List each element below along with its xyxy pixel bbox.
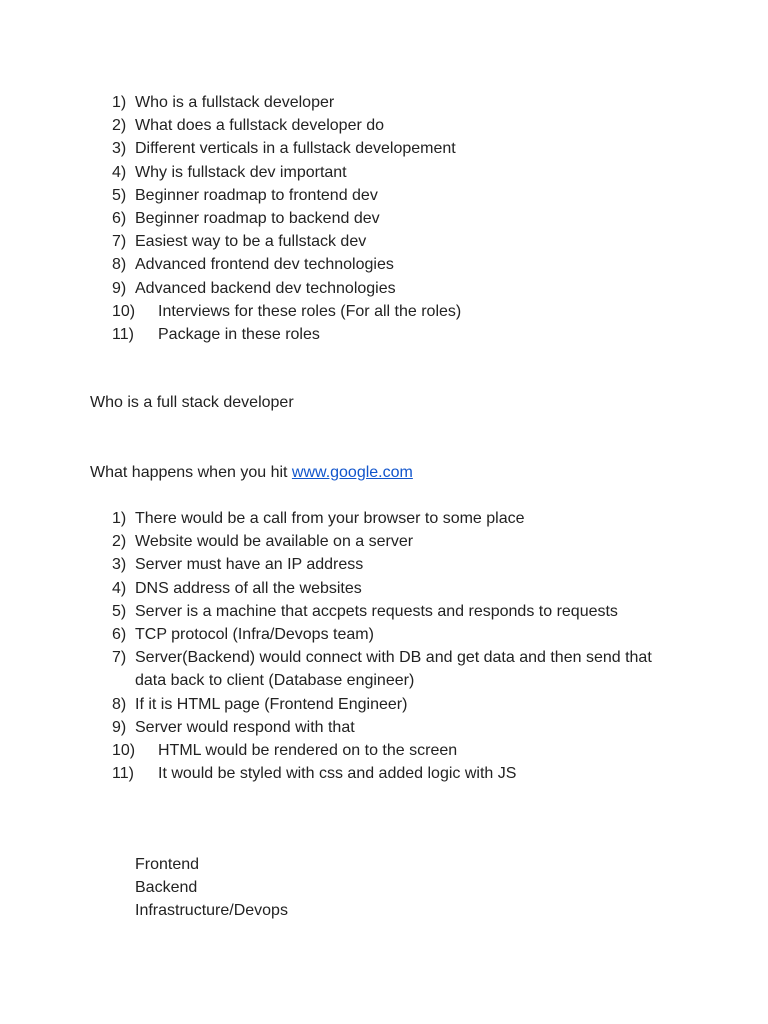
- list-item: [112, 207, 672, 230]
- vertical-backend: Backend: [135, 879, 198, 896]
- list-item-number: 7): [112, 233, 127, 251]
- list-item-text: If it is HTML page (Frontend Engineer): [135, 695, 408, 713]
- list-item-text: What does a fullstack developer do: [135, 117, 385, 135]
- list-item-text: Server(Backend) would connect with DB and get data and then send that data back to client (Database engineer): [135, 649, 652, 690]
- vertical-infrastructure-devops: Infrastructure/Devops: [135, 902, 288, 919]
- list-item-number: 11): [112, 765, 134, 783]
- list-item: [112, 161, 672, 184]
- list-item-text: Beginner roadmap to backend dev: [135, 210, 380, 228]
- list-item-text: Package in these roles: [158, 326, 320, 344]
- list-item: [112, 716, 672, 739]
- list-item-number: 8): [112, 256, 127, 274]
- list-item: [112, 646, 672, 692]
- section-heading-who: Who is a full stack developer: [90, 394, 294, 411]
- list-item: [112, 253, 672, 276]
- list-item: [112, 184, 672, 207]
- list-item-number: 9): [112, 279, 127, 297]
- list-item-text: Advanced backend dev technologies: [135, 279, 396, 297]
- list-item-number: 4): [112, 579, 127, 597]
- list-item-number: 5): [112, 186, 127, 204]
- list-item: [112, 507, 672, 530]
- table-of-contents-list: [112, 91, 672, 346]
- list-item: [112, 530, 672, 553]
- list-item-text: Easiest way to be a fullstack dev: [135, 233, 367, 251]
- list-item-text: Different verticals in a fullstack developement: [135, 140, 456, 158]
- list-item-number: 3): [112, 140, 127, 158]
- list-item: [112, 693, 672, 716]
- vertical-frontend: Frontend: [135, 856, 200, 873]
- list-item-text: Interviews for these roles (For all the roles): [158, 302, 462, 320]
- list-item: [112, 91, 672, 114]
- list-item: [112, 577, 672, 600]
- list-item-number: 1): [112, 510, 127, 527]
- list-item-text: It would be styled with css and added logic with JS: [158, 765, 517, 783]
- list-item: [112, 277, 672, 300]
- list-item-text: Website would be available on a server: [135, 533, 414, 551]
- list-item-text: Beginner roadmap to frontend dev: [135, 186, 378, 204]
- list-item-text: Server is a machine that accpets requests and responds to requests: [135, 602, 618, 620]
- google-link[interactable]: www.google.com: [291, 464, 413, 481]
- steps-list: [112, 507, 672, 785]
- list-item: [112, 553, 672, 576]
- list-item: [112, 300, 672, 323]
- list-item-number: 2): [112, 117, 127, 135]
- list-item-text: Who is a fullstack developer: [135, 94, 335, 111]
- list-item-number: 8): [112, 695, 127, 713]
- list-item-number: 4): [112, 163, 127, 181]
- list-item: [112, 230, 672, 253]
- list-item-number: 2): [112, 533, 127, 551]
- list-item-number: 7): [112, 649, 127, 667]
- list-item: [112, 323, 672, 346]
- list-item-number: 3): [112, 556, 127, 574]
- list-item-text: HTML would be rendered on to the screen: [158, 742, 458, 760]
- section-heading-what-happens: [90, 461, 413, 484]
- list-item-number: 6): [112, 210, 127, 228]
- list-item-number: 10): [112, 742, 136, 760]
- list-item-text: There would be a call from your browser to some place: [135, 510, 525, 527]
- list-item-number: 10): [112, 302, 136, 320]
- verticals-list: [135, 853, 288, 922]
- list-item: [112, 114, 672, 137]
- section-heading-text: What happens when you hit: [90, 464, 292, 481]
- list-item: [112, 137, 672, 160]
- list-item-text: Why is fullstack dev important: [135, 163, 347, 181]
- list-item: [112, 739, 672, 762]
- list-item-text: Advanced frontend dev technologies: [135, 256, 394, 274]
- list-item: [112, 600, 672, 623]
- list-item-number: 5): [112, 602, 127, 620]
- list-item-number: 1): [112, 94, 127, 111]
- list-item-text: Server must have an IP address: [135, 556, 364, 574]
- list-item: [112, 623, 672, 646]
- list-item: [112, 762, 672, 785]
- list-item-number: 9): [112, 718, 127, 736]
- list-item-text: DNS address of all the websites: [135, 579, 362, 597]
- list-item-number: 6): [112, 626, 127, 644]
- list-item-number: 11): [112, 326, 134, 344]
- list-item-text: TCP protocol (Infra/Devops team): [135, 626, 374, 644]
- list-item-text: Server would respond with that: [135, 718, 355, 736]
